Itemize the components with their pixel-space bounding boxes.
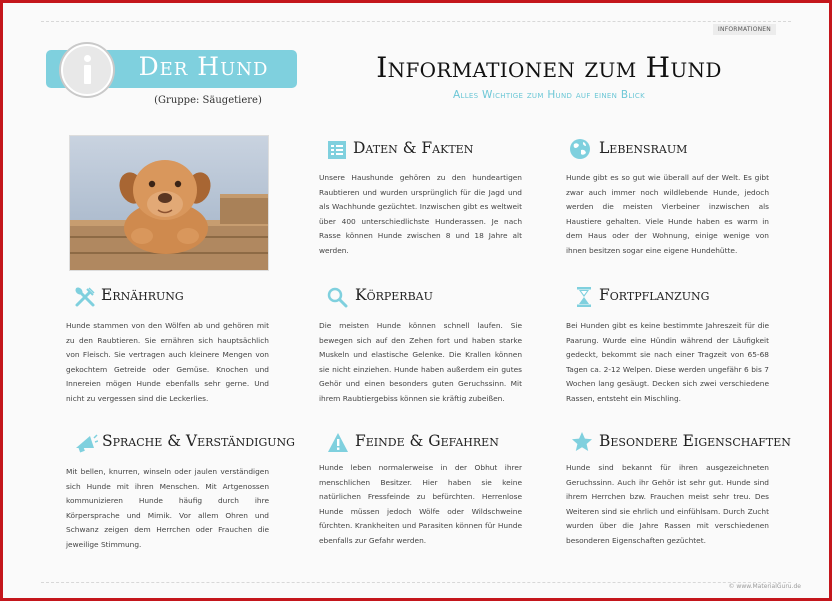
globe-icon xyxy=(569,138,591,160)
info-icon xyxy=(61,44,113,96)
page-subtitle: Alles Wichtige zum Hund auf einen Blick xyxy=(453,89,645,101)
list-icon xyxy=(326,139,348,161)
section-title: Ernährung xyxy=(101,286,184,304)
section-title: Feinde & Gefahren xyxy=(355,432,499,450)
category-tag: INFORMATIONEN xyxy=(713,24,776,35)
section-text: Mit bellen, knurren, winseln oder jaulen verständigen sich Hunde mit ihren Menschen. Mit Artgenossen kommunizieren Hunde häufig durch ihre Körpersprache und Mimik. Vor allem Ohren und Schwanz zeigen dem Herrchen oder Frauchen die jeweilige Stimmung. xyxy=(66,467,269,549)
warning-icon xyxy=(327,432,349,454)
copyright: © www.MaterialGuru.de xyxy=(728,583,801,590)
section-title: Besondere Eigenschaften xyxy=(599,432,791,450)
megaphone-icon xyxy=(74,432,96,454)
magnifier-icon xyxy=(326,286,348,308)
star-icon xyxy=(571,431,593,453)
section-text: Hunde stammen von den Wölfen ab und gehören mit zu den Raubtieren. Sie ernähren sich hauptsächlich von Fleisch. Sie vertragen auch kleinere Mengen von gekochtem Getreide oder Gemüse. Knochen und Innereien mögen Hunde ebenfalls sehr gerne. Und nicht zu vergessen sind die Leckerlies. xyxy=(66,321,269,403)
bottom-divider xyxy=(41,582,791,583)
cutlery-icon xyxy=(74,286,96,308)
section-text: Hunde gibt es so gut wie überall auf der Welt. Es gibt zwar auch immer noch wildlebende Hunde, jedoch werden die meisten Vierbeiner inzwischen als Haustiere gehalten. Viele Hunde haben es warm in dem Haus oder der Wohnung, einige wenige von ihnen besitzen sogar eine eigene Hundehütte. xyxy=(566,173,769,255)
section-text: Bei Hunden gibt es keine bestimmte Jahreszeit für die Paarung. Wurde eine Hündin während der Läufigkeit gedeckt, bekommt sie nach einer Tragzeit von 65-68 Tagen ca. 2-12 Welpen. Diese werden ungefähr 6 bis 7 Wochen lang gesäugt. Decken sich zwei verschiedene Rassen, entsteht ein Mischling. xyxy=(566,321,769,403)
hourglass-icon xyxy=(573,286,595,308)
section-title: Daten & Fakten xyxy=(353,139,474,157)
animal-name: Der Hund xyxy=(138,52,269,81)
top-divider xyxy=(41,21,791,22)
worksheet xyxy=(3,3,829,598)
puppy-photo xyxy=(69,135,269,271)
section-text: Hunde sind bekannt für ihren ausgezeichneten Geruchssinn. Auch ihr Gehör ist sehr gut. Hunde sind ihrem Herrchen bzw. Frauchen meist sehr treu. Des Weiteren sind sie ehrlich und einfühlsam. Durch Zucht wurden über die Jahre Rassen mit verschiedenen besonderen Eigenschaften gezüchtet. xyxy=(566,463,769,545)
section-title: Sprache & Verständigung xyxy=(102,432,295,450)
page-title: Informationen zum Hund xyxy=(376,51,722,84)
section-text: Unsere Haushunde gehören zu den hundeartigen Raubtieren und wurden ursprünglich für die Jagd und als Wachhunde gezüchtet. Inzwischen gibt es weltweit über 400 unterschiedlichste Hunderassen. Je nach Rasse können Hunde zwischen 8 und 18 Jahre alt werden. xyxy=(319,173,522,255)
section-title: Körperbau xyxy=(355,286,433,304)
animal-group: (Gruppe: Säugetiere) xyxy=(154,95,262,106)
section-title: Fortpflanzung xyxy=(599,286,710,304)
section-text: Hunde leben normalerweise in der Obhut ihrer menschlichen Besitzer. Hier haben sie keine natürlichen Fressfeinde zu befürchten. Herrenlose Hunde müssen jedoch Wölfe oder Wildschweine fürchten. Krankheiten und Parasiten können für Hunde ebenfalls zur Gefahr werden. xyxy=(319,463,522,545)
section-title: Lebensraum xyxy=(599,139,688,157)
section-text: Die meisten Hunde können schnell laufen. Sie bewegen sich auf den Zehen fort und haben starke Muskeln und elastische Gelenke. Die Krallen können sie nicht einziehen. Hunde haben außerdem ein gutes Gehör und einen besonders guten Geruchssinn. Mit ihrem Raubtiergebiss können sie kräftig zubeißen. xyxy=(319,321,522,403)
